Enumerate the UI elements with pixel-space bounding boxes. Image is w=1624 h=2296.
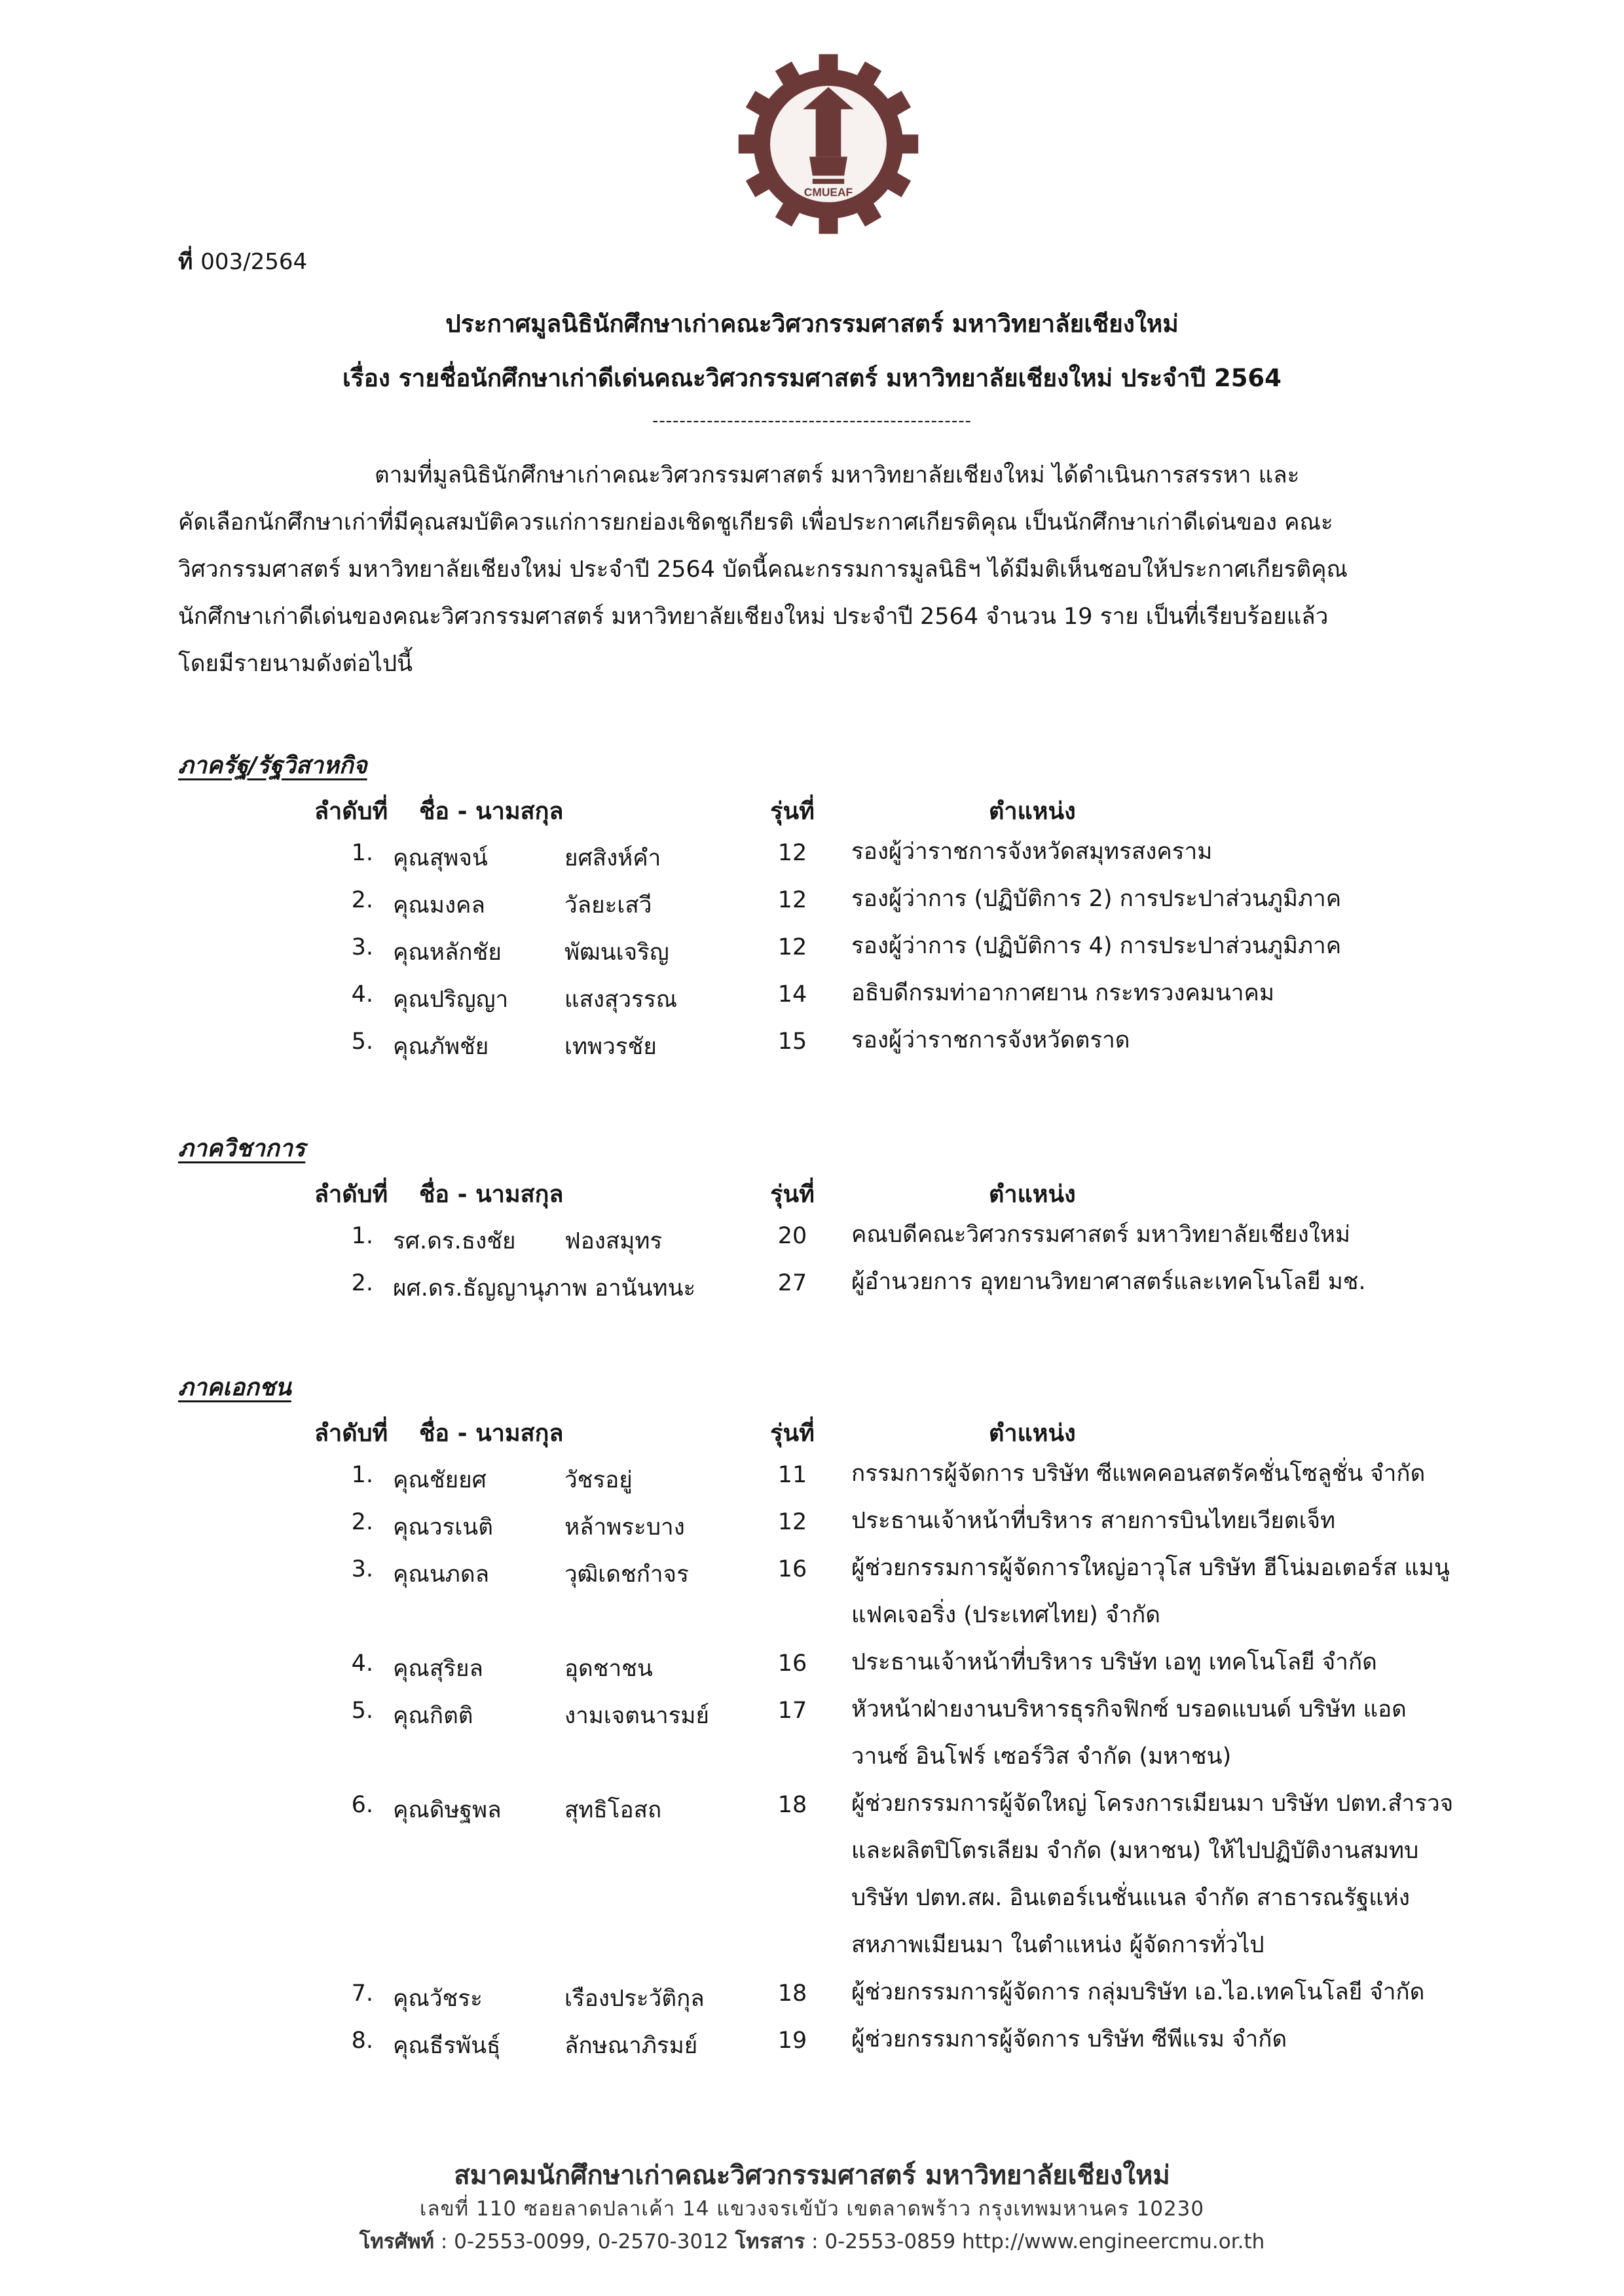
column-header-order: ลำดับที่ [314,1420,388,1447]
row-last-name: อุดชาชน [564,1656,653,1682]
row-position-line: อธิบดีกรมท่าอากาศยาน กระทรวงคมนาคม [851,980,1275,1006]
row-first-name: คุณภัพชัย [393,1034,489,1060]
row-last-name: งามเจตนารมย์ [564,1703,709,1729]
row-first-name: คุณชัยยศ [393,1467,487,1493]
row-generation: 19 [777,2028,807,2054]
row-position [851,1017,1130,1064]
row-position [851,828,1212,875]
row-first-name: คุณหลักชัย [393,939,502,966]
row-position-line: บริษัท ปตท.สผ. อินเตอร์เนชั่นแนล จำกัด สาธารณรัฐแห่ง [851,1885,1410,1911]
row-first-name: คุณวรเนติ [393,1514,493,1540]
row-generation: 16 [777,1650,807,1677]
row-order-number: 3. [351,934,373,960]
row-position [851,1639,1377,1686]
title-separator: ----------------------------------------------- [652,411,972,431]
row-generation: 11 [777,1462,807,1488]
row-generation: 14 [777,981,807,1008]
row-position [851,2016,1287,2063]
announcement-subject: เรื่อง รายชื่อนักศึกษาเก่าดีเด่นคณะวิศวกรรมศาสตร์ มหาวิทยาลัยเชียงใหม่ ประจำปี 2564 [342,364,1282,392]
row-position-line: กรรมการผู้จัดการ บริษัท ซีแพคคอนสตรัคชั่นโซลูชั่น จำกัด [851,1461,1426,1487]
row-generation: 15 [777,1029,807,1055]
row-order-number: 6. [351,1792,373,1818]
row-position-line: คณบดีคณะวิศวกรรมศาสตร์ มหาวิทยาลัยเชียงใหม่ [851,1222,1350,1248]
row-generation: 18 [777,1792,807,1818]
row-position-line: วานซ์ อินโฟร์ เซอร์วิส จำกัด (มหาชน) [851,1743,1232,1770]
gear-emblem-logo-icon [733,49,923,239]
row-last-name: วัลยะเสวี [564,892,652,919]
row-generation: 12 [777,1509,807,1535]
row-first-name: คุณนภดล [393,1561,490,1588]
row-order-number: 5. [351,1029,373,1055]
row-last-name: แสงสุวรรณ [564,987,678,1013]
row-first-name: คุณดิษฐพล [393,1797,502,1823]
row-position [851,875,1341,922]
intro-line: โดยมีรายนามดังต่อไปนี้ [178,651,413,677]
row-position [851,1780,1453,1969]
row-position [851,1497,1335,1544]
row-first-name: คุณมงคล [393,892,485,919]
column-header-order: ลำดับที่ [314,1181,388,1208]
row-generation: 20 [777,1223,807,1249]
row-position [851,1258,1366,1305]
intro-line: ตามที่มูลนิธินักศึกษาเก่าคณะวิศวกรรมศาสตร์ มหาวิทยาลัยเชียงใหม่ ได้ดำเนินการสรรหา และ [375,462,1300,488]
row-position-line: สหภาพเมียนมา ในตำแหน่ง ผู้จัดการทั่วไป [851,1932,1264,1958]
row-order-number: 1. [351,840,373,866]
row-first-name: รศ.ดร.ธงชัย [393,1228,516,1254]
row-generation: 16 [777,1556,807,1582]
row-last-name: วัชรอยู่ [564,1467,633,1493]
row-order-number: 1. [351,1223,373,1249]
fax-number: : 0-2553-0859 [811,2230,956,2253]
row-position [851,1544,1450,1639]
fax-label: โทรสาร [735,2230,805,2253]
row-position [851,1969,1424,2016]
phone-label: โทรศัพท์ [359,2230,434,2253]
section-title: ภาคเอกชน [178,1374,291,1401]
row-generation: 18 [777,1980,807,2007]
row-generation: 17 [777,1698,807,1724]
row-order-number: 5. [351,1698,373,1724]
row-first-name: คุณธีรพันธุ์ [393,2033,501,2059]
row-generation: 12 [777,934,807,960]
footer-address: เลขที่ 110 ซอยลาดปลาเค้า 14 แขวงจรเข้บัว เขตลาดพร้าว กรุงเทพมหานคร 10230 [419,2197,1205,2221]
row-position-line: ประธานเจ้าหน้าที่บริหาร สายการบินไทยเวียตเจ็ท [851,1508,1336,1534]
row-first-name: คุณปริญญา [393,987,509,1013]
row-order-number: 4. [351,1650,373,1677]
column-header-position: ตำแหน่ง [989,798,1076,825]
row-order-number: 8. [351,2028,373,2054]
row-position-line: รองผู้ว่าราชการจังหวัดตราด [851,1027,1130,1053]
row-order-number: 1. [351,1462,373,1488]
row-position-line: รองผู้ว่าการ (ปฏิบัติการ 4) การประปาส่วนภูมิภาค [851,933,1342,959]
row-position [851,1211,1350,1258]
row-position-line: แฟคเจอริ่ง (ประเทศไทย) จำกัด [851,1602,1161,1628]
row-order-number: 2. [351,887,373,913]
intro-paragraph [178,452,1454,687]
row-position-line: ผู้อำนวยการ อุทยานวิทยาศาสตร์และเทคโนโลยี มช. [851,1269,1366,1295]
column-header-position: ตำแหน่ง [989,1181,1076,1208]
logo-svg [733,49,923,239]
row-position-line: ผู้ช่วยกรรมการผู้จัดใหญ่ โครงการเมียนมา บริษัท ปตท.สำรวจ [851,1791,1454,1817]
row-last-name: สุทธิโอสถ [564,1797,662,1823]
row-position-line: ผู้ช่วยกรรมการผู้จัดการใหญ่อาวุโส บริษัท ฮีโน่มอเตอร์ส แมนู [851,1555,1450,1581]
row-first-name: คุณวัชระ [393,1986,483,2012]
row-position-line: ประธานเจ้าหน้าที่บริหาร บริษัท เอทู เทคโนโลยี จำกัด [851,1649,1377,1675]
row-first-name: ผศ.ดร.ธัญญานุภาพ อานันทนะ [393,1275,696,1302]
column-header-generation: รุ่นที่ [770,1181,815,1208]
row-position-line: รองผู้ว่าการ (ปฏิบัติการ 2) การประปาส่วนภูมิภาค [851,886,1342,912]
intro-line: คัดเลือกนักศึกษาเก่าที่มีคุณสมบัติควรแก่การยกย่องเชิดชูเกียรติ เพื่อประกาศเกียรติคุณ เป็นนักศึกษาเก่าดีเด่นของ คณะ [178,509,1333,536]
column-header-name: ชื่อ - นามสกุล [419,1181,564,1208]
document-number-label: ที่ [178,249,193,275]
announcement-title: ประกาศมูลนิธินักศึกษาเก่าคณะวิศวกรรมศาสตร์ มหาวิทยาลัยเชียงใหม่ [445,310,1179,338]
row-last-name: เทพวรชัย [564,1034,657,1060]
row-last-name: เรืองประวัติกุล [564,1986,705,2012]
row-position-line: หัวหน้าฝ่ายงานบริหารธุรกิจฟิกซ์ บรอดแบนด์ บริษัท แอด [851,1696,1407,1722]
row-last-name: พัฒนเจริญ [564,939,669,966]
phone-numbers: : 0-2553-0099, 0-2570-3012 [440,2230,729,2253]
column-header-name: ชื่อ - นามสกุล [419,798,564,825]
column-header-generation: รุ่นที่ [770,1420,815,1447]
row-first-name: คุณสุริยล [393,1656,484,1682]
row-order-number: 4. [351,981,373,1008]
row-order-number: 2. [351,1509,373,1535]
footer-contact [0,2225,1624,2257]
document-number [178,244,307,279]
row-first-name: คุณสุพจน์ [393,845,488,871]
row-generation: 27 [777,1270,807,1296]
section-title: ภาครัฐ/รัฐวิสาหกิจ [178,752,367,779]
row-position-line: ผู้ช่วยกรรมการผู้จัดการ กลุ่มบริษัท เอ.ไอ.เทคโนโลยี จำกัด [851,1979,1425,2005]
row-generation: 12 [777,840,807,866]
row-position-line: ผู้ช่วยกรรมการผู้จัดการ บริษัท ซีพีแรม จำกัด [851,2026,1287,2052]
column-header-position: ตำแหน่ง [989,1420,1076,1447]
row-position-line: และผลิตปิโตรเลียม จำกัด (มหาชน) ให้ไปปฏิบัติงานสมทบ [851,1838,1419,1864]
intro-line: วิศวกรรมศาสตร์ มหาวิทยาลัยเชียงใหม่ ประจำปี 2564 บัดนี้คณะกรรมการมูลนิธิฯ ได้มีมติเห็นชอบให้ประกาศเกียรติคุณ [178,556,1348,583]
row-order-number: 7. [351,1980,373,2007]
column-header-generation: รุ่นที่ [770,798,815,825]
row-last-name: วุฒิเดชกำจร [564,1561,689,1588]
row-order-number: 2. [351,1270,373,1296]
row-generation: 12 [777,887,807,913]
row-position [851,922,1341,970]
row-last-name: ลักษณาภิรมย์ [564,2033,698,2059]
section-title: ภาควิชาการ [178,1135,306,1162]
row-first-name: คุณกิตติ [393,1703,473,1729]
website-link[interactable]: http://www.engineercmu.or.th [962,2230,1265,2253]
intro-line: นักศึกษาเก่าดีเด่นของคณะวิศวกรรมศาสตร์ มหาวิทยาลัยเชียงใหม่ ประจำปี 2564 จำนวน 19 ราย เป็นที่เรียบร้อยแล้ว [178,604,1329,630]
row-last-name: หล้าพระบาง [564,1514,685,1540]
footer-organization: สมาคมนักศึกษาเก่าคณะวิศวกรรมศาสตร์ มหาวิทยาลัยเชียงใหม่ [454,2160,1170,2191]
column-header-name: ชื่อ - นามสกุล [419,1420,564,1447]
column-header-order: ลำดับที่ [314,798,388,825]
row-last-name: ฟองสมุทร [564,1228,663,1254]
row-position [851,1686,1407,1780]
row-last-name: ยศสิงห์คำ [564,845,661,871]
document-number-value: 003/2564 [200,249,308,275]
row-order-number: 3. [351,1556,373,1582]
logo-text: CMUEAF [803,185,853,199]
row-position-line: รองผู้ว่าราชการจังหวัดสมุทรสงคราม [851,839,1213,865]
row-position [851,970,1274,1017]
row-position [851,1450,1425,1497]
